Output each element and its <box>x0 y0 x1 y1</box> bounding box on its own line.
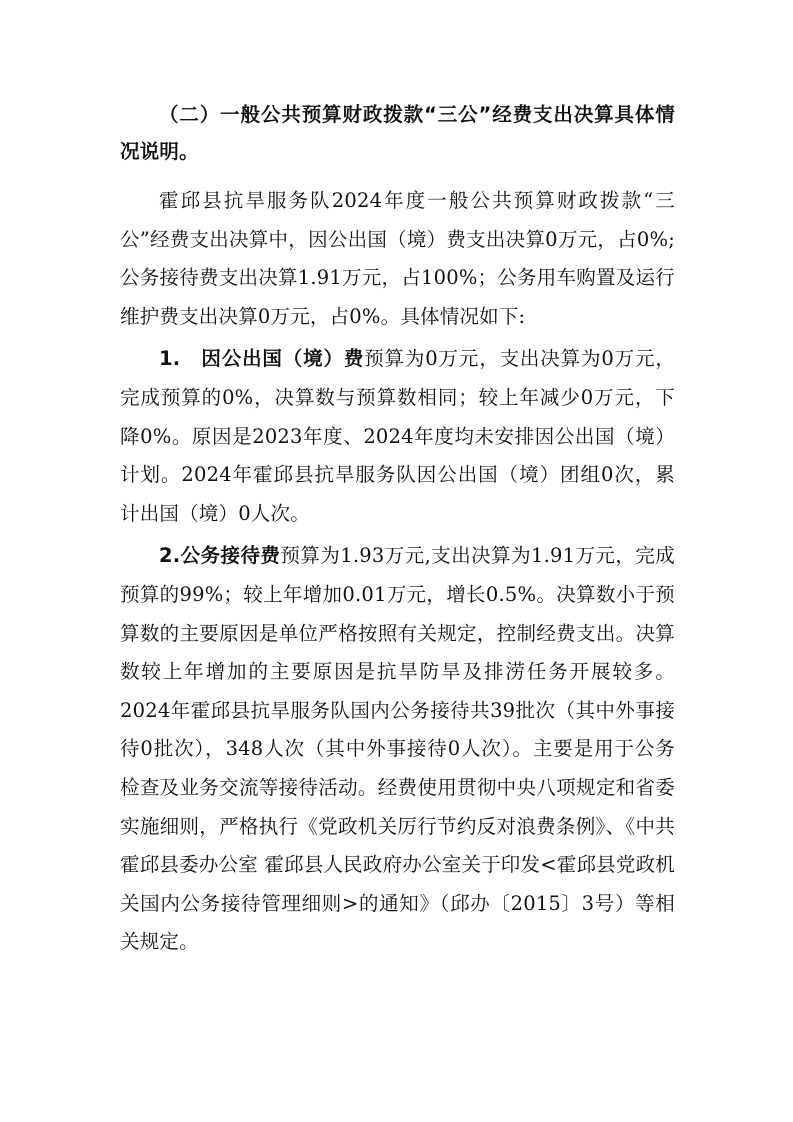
section-heading: （二）一般公共预算财政拨款“三公”经费支出决算具体情况说明。 <box>120 103 675 163</box>
intro-paragraph: 霍邱县抗旱服务队2024年度一般公共预算财政拨款“三公”经费支出决算中，因公出国（境）费支出决算0万元，占0%;公务接待费支出决算1.91万元，占100%；公务用车购置及运行维护费支出决算0万元，占0%。具体情况如下: <box>120 189 675 328</box>
outbound-travel-text: 预算为0万元，支出决算为0万元，完成预算的0%，决算数与预算数相同；较上年减少0万元，下降0%。原因是2023年度、2024年度均未安排因公出国（境）计划。2024年霍邱县抗旱服务队因公出国（境）团组0次，累计出国（境）0人次。 <box>120 347 675 525</box>
reception-paragraph <box>120 537 675 962</box>
outbound-travel-lead: 1. 因公出国（境）费 <box>159 347 365 371</box>
outbound-travel-paragraph <box>120 340 675 533</box>
reception-lead: 2.公务接待费 <box>159 544 281 568</box>
reception-text: 预算为1.93万元,支出决算为1.91万元，完成预算的99%；较上年增加0.01万元，增长0.5%。决算数小于预算数的主要原因是单位严格按照有关规定，控制经费支出。决算数较上年增加的主要原因是抗旱防旱及排涝任务开展较多。2024年霍邱县抗旱服务队国内公务接待共39批次（其中外事接待0批次），348人次（其中外事接待0人次）。主要是用于公务检查及业务交流等接待活动。经费使用贯彻中央八项规定和省委实施细则，严格执行《党政机关厉行节约反对浪费条例》、《中共霍邱县委办公室 霍邱县人民政府办公室关于印发<霍邱县党政机关国内公务接待管理细则>的通知》（邱办〔2015〕3号）等相关规定。 <box>120 544 675 954</box>
document-body <box>120 96 675 962</box>
